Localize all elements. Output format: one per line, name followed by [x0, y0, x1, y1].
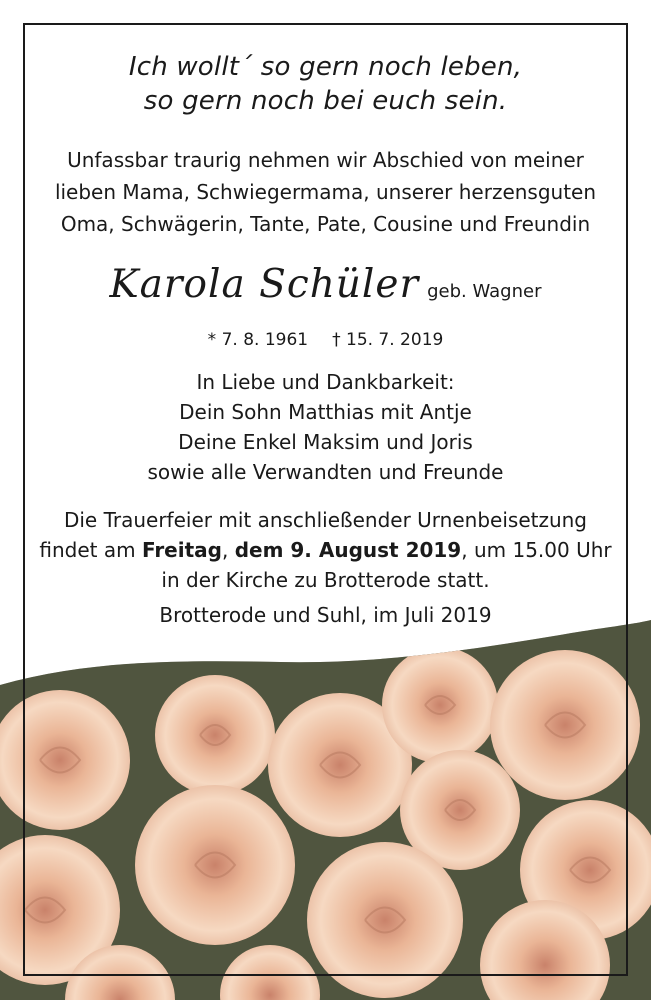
mourners-line-3: Deine Enkel Maksim und Joris: [178, 430, 473, 454]
mourners-line-1: In Liebe und Dankbarkeit:: [196, 370, 455, 394]
roses-image: [0, 620, 651, 1000]
mourners-line-2: Dein Sohn Matthias mit Antje: [179, 400, 472, 424]
intro-line-1: Unfassbar traurig nehmen wir Abschied von meiner: [67, 148, 584, 172]
intro-line-2: lieben Mama, Schwiegermama, unserer herzensguten: [54, 180, 597, 204]
funeral-date: dem 9. August 2019: [234, 538, 462, 562]
funeral-day: Freitag: [141, 538, 222, 562]
place-and-date: Brotterode und Suhl, im Juli 2019: [159, 603, 492, 627]
intro-line-3: Oma, Schwägerin, Tante, Pate, Cousine und Freundin: [60, 212, 591, 236]
funeral-separator: ,: [221, 538, 235, 562]
mourners-line-4: sowie alle Verwandten und Freunde: [147, 460, 504, 484]
funeral-line-3: in der Kirche zu Brotterode statt.: [161, 568, 490, 592]
funeral-line-1: Die Trauerfeier mit anschließender Urnenbeisetzung: [63, 508, 588, 532]
funeral-line-2: [0, 538, 651, 562]
maiden-name: geb. Wagner: [427, 281, 542, 302]
deceased-name: Karola Schüler: [109, 262, 420, 307]
life-dates: [0, 330, 651, 350]
quote-line-1: Ich wollt´ so gern noch leben,: [128, 52, 523, 82]
quote-line-2: so gern noch bei euch sein.: [143, 86, 508, 116]
deceased-name-row: [0, 262, 651, 307]
funeral-line-2-prefix: findet am: [39, 538, 142, 562]
birth-date: * 7. 8. 1961: [207, 330, 309, 350]
funeral-time: , um 15.00 Uhr: [461, 538, 612, 562]
death-date: † 15. 7. 2019: [332, 330, 444, 350]
